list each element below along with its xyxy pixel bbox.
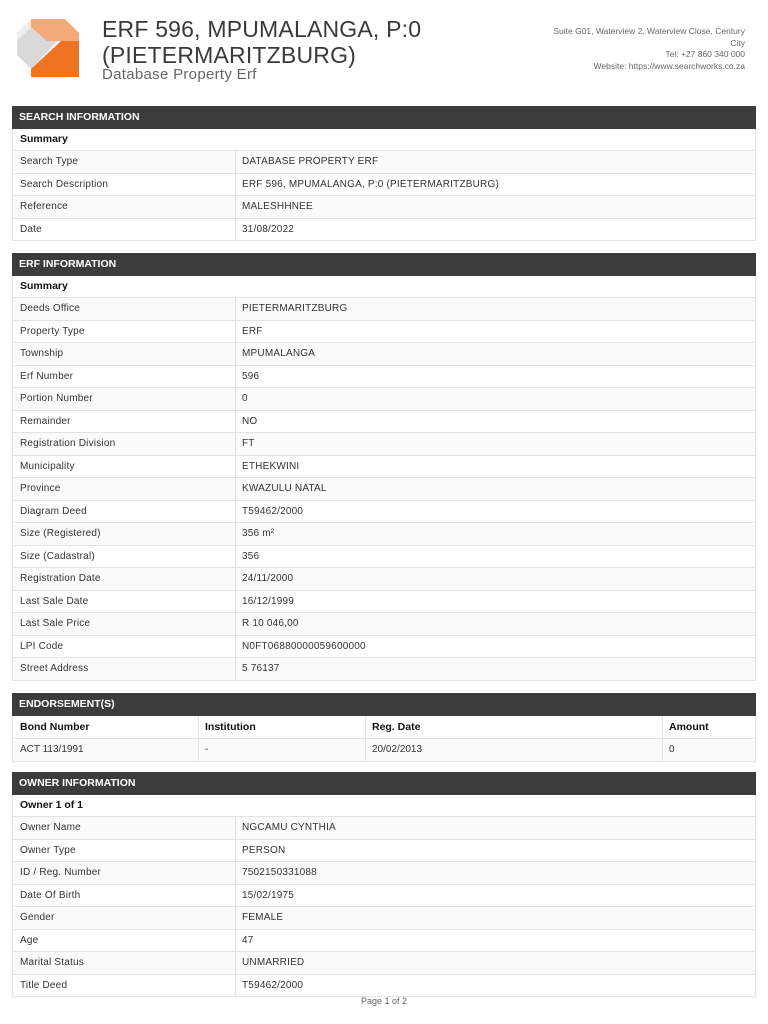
row-value: FEMALE <box>242 912 284 923</box>
row-value: NGCAMU CYNTHIA <box>242 822 336 833</box>
table-header <box>12 716 756 739</box>
row-label: Search Description <box>13 174 236 196</box>
info-row <box>12 523 756 546</box>
row-label: Date Of Birth <box>13 885 236 907</box>
row-value: 24/11/2000 <box>242 573 294 584</box>
row-value: MALESHHNEE <box>242 201 313 212</box>
info-row <box>12 366 756 389</box>
owner-info-rows <box>12 817 756 997</box>
row-value: ETHEKWINI <box>242 460 300 472</box>
info-row <box>12 840 756 863</box>
table-row <box>12 739 756 762</box>
owner-information-section <box>12 772 756 997</box>
row-value: 47 <box>242 934 254 946</box>
info-row <box>12 591 756 614</box>
section-subheading: Owner 1 of 1 <box>12 795 756 817</box>
document-header <box>0 0 768 100</box>
info-row <box>12 862 756 885</box>
info-row <box>12 975 756 998</box>
info-row <box>12 817 756 840</box>
section-heading: ERF INFORMATION <box>12 253 756 276</box>
info-row <box>12 343 756 366</box>
row-label: Owner Name <box>13 817 236 839</box>
address-line-1: Suite G01, Waterview 2, Waterview Close, Century <box>553 26 745 36</box>
row-label: Marital Status <box>13 952 236 974</box>
row-label: Street Address <box>13 658 236 680</box>
row-label: Deeds Office <box>13 298 236 320</box>
row-label: Age <box>13 930 236 952</box>
row-value: UNMARRIED <box>242 957 305 968</box>
row-value: FT <box>242 438 255 449</box>
address-line-2: City <box>730 37 745 48</box>
section-subheading: Summary <box>12 129 756 151</box>
row-value: T59462/2000 <box>242 979 304 991</box>
row-label: LPI Code <box>13 636 236 658</box>
info-row <box>12 501 756 524</box>
row-value: MPUMALANGA <box>242 348 316 359</box>
info-row <box>12 298 756 321</box>
row-value: T59462/2000 <box>242 505 304 517</box>
row-value: R 10 046,00 <box>242 618 299 629</box>
row-label: Registration Date <box>13 568 236 590</box>
column-header: Institution <box>199 716 366 738</box>
website-link[interactable]: Website: https://www.searchworks.co.za <box>593 60 745 71</box>
row-value: 596 <box>242 370 260 382</box>
row-value: ERF <box>242 325 263 337</box>
column-header: Amount <box>669 721 709 733</box>
row-label: Date <box>13 219 236 241</box>
info-row <box>12 568 756 591</box>
info-row <box>12 196 756 219</box>
row-label: Property Type <box>13 321 236 343</box>
row-label: Portion Number <box>13 388 236 410</box>
row-value: 7502150331088 <box>242 867 317 878</box>
row-label: Size (Cadastral) <box>13 546 236 568</box>
row-label: Remainder <box>13 411 236 433</box>
section-subheading: Summary <box>12 276 756 298</box>
table-cell: 0 <box>669 744 675 755</box>
table-cell: - <box>199 739 366 761</box>
row-value: 16/12/1999 <box>242 595 295 607</box>
row-label: Owner Type <box>13 840 236 862</box>
info-row <box>12 151 756 174</box>
row-value: 0 <box>242 393 248 404</box>
row-label: Reference <box>13 196 236 218</box>
table-cell: ACT 113/1991 <box>13 739 199 761</box>
row-value: DATABASE PROPERTY ERF <box>242 156 379 167</box>
erf-information-section <box>12 253 756 681</box>
row-label: Search Type <box>13 151 236 173</box>
info-row <box>12 456 756 479</box>
row-label: Diagram Deed <box>13 501 236 523</box>
info-row <box>12 952 756 975</box>
info-row <box>12 885 756 908</box>
contact-block <box>515 26 745 72</box>
row-value: KWAZULU NATAL <box>242 483 327 494</box>
info-row <box>12 433 756 456</box>
row-value: 15/02/1975 <box>242 889 295 901</box>
row-value: PERSON <box>242 844 286 856</box>
section-heading: SEARCH INFORMATION <box>12 106 756 129</box>
row-value: 356 <box>242 550 260 562</box>
row-value: 356 m² <box>242 528 275 539</box>
page-title: ERF 596, MPUMALANGA, P:0 (PIETERMARITZBURG) <box>102 16 422 68</box>
info-row <box>12 907 756 930</box>
row-value: N0FT06880000059600000 <box>242 640 366 652</box>
row-label: Title Deed <box>13 975 236 997</box>
info-row <box>12 478 756 501</box>
row-value: ERF 596, MPUMALANGA, P:0 (PIETERMARITZBURG) <box>242 178 499 190</box>
row-label: Erf Number <box>13 366 236 388</box>
endorsements-section <box>12 693 756 762</box>
info-row <box>12 658 756 681</box>
row-label: Province <box>13 478 236 500</box>
info-row <box>12 613 756 636</box>
row-value: NO <box>242 415 258 427</box>
search-information-section <box>12 106 756 241</box>
info-row <box>12 174 756 197</box>
telephone: Tel: +27 860 340 000 <box>665 49 745 59</box>
info-row <box>12 388 756 411</box>
page-number: Page 1 of 2 <box>360 996 408 1006</box>
row-label: Last Sale Price <box>13 613 236 635</box>
row-value: 31/08/2022 <box>242 223 295 235</box>
erf-info-rows <box>12 298 756 681</box>
searchworks-logo-icon <box>17 19 79 77</box>
page-subtitle: Database Property Erf <box>102 66 257 83</box>
column-header: Bond Number <box>13 716 199 738</box>
section-heading: ENDORSEMENT(S) <box>12 693 756 716</box>
row-label: Municipality <box>13 456 236 478</box>
row-label: Registration Division <box>13 433 236 455</box>
row-label: Last Sale Date <box>13 591 236 613</box>
row-value: PIETERMARITZBURG <box>242 303 348 314</box>
info-row <box>12 546 756 569</box>
info-row <box>12 321 756 344</box>
info-row <box>12 930 756 953</box>
search-info-rows <box>12 151 756 241</box>
row-label: Gender <box>13 907 236 929</box>
info-row <box>12 219 756 242</box>
table-cell: 20/02/2013 <box>366 739 663 761</box>
column-header: Reg. Date <box>366 716 663 738</box>
section-heading: OWNER INFORMATION <box>12 772 756 795</box>
row-value: 5 76137 <box>242 663 280 674</box>
info-row <box>12 411 756 434</box>
row-label: Township <box>13 343 236 365</box>
row-label: Size (Registered) <box>13 523 236 545</box>
info-row <box>12 636 756 659</box>
row-label: ID / Reg. Number <box>13 862 236 884</box>
